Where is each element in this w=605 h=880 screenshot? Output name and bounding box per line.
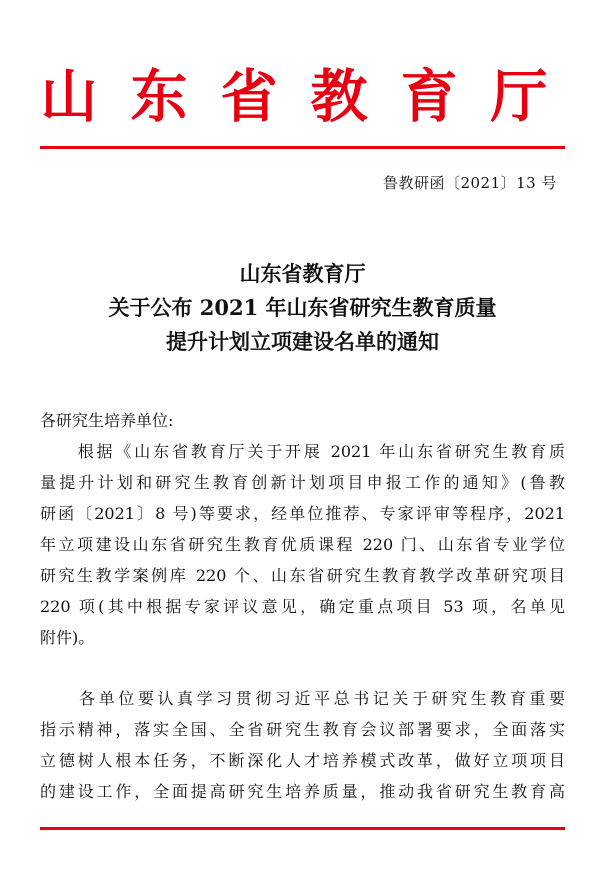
paragraph-line: 研函〔2021〕8 号)等要求，经单位推荐、专家评审等程序，2021 [40, 504, 565, 523]
title-line-2: 关于公布 2021 年山东省研究生教育质量 [108, 295, 497, 320]
paragraph-line: 附件)。 [40, 628, 95, 647]
paragraph-2 [40, 683, 565, 807]
paragraph-line: 年立项建设山东省研究生教育优质课程 220 门、山东省专业学位 [40, 535, 565, 554]
bottom-red-rule [40, 827, 565, 830]
paragraph-line: 研究生教学案例库 220 个、山东省研究生教育教学改革研究项目 [40, 566, 565, 585]
salutation: 各研究生培养单位: [40, 411, 174, 430]
paragraph-line: 根据《山东省教育厅关于开展 2021 年山东省研究生教育质 [40, 442, 565, 461]
paragraph-line: 的建设工作，全面提高研究生培养质量，推动我省研究生教育高 [40, 782, 565, 801]
paragraph-line: 指示精神，落实全国、全省研究生教育会议部署要求，全面落实 [40, 720, 565, 739]
paragraph-1 [40, 436, 565, 653]
document-number: 鲁教研函〔2021〕13 号 [382, 174, 557, 192]
top-red-rule [40, 146, 565, 149]
paragraph-line: 量提升计划和研究生教育创新计划项目申报工作的通知》(鲁教 [40, 473, 565, 492]
notice-title [0, 257, 605, 359]
paragraph-line: 220 项(其中根据专家评议意见，确定重点项目 53 项，名单见 [40, 597, 565, 616]
title-line-3: 提升计划立项建设名单的通知 [166, 329, 439, 354]
title-line-1: 山东省教育厅 [239, 261, 366, 286]
paragraph-line: 立德树人根本任务，不断深化人才培养模式改革，做好立项项目 [40, 751, 565, 770]
paragraph-line: 各单位要认真学习贯彻习近平总书记关于研究生教育重要 [40, 689, 565, 708]
masthead-title: 山东省教育厅 [40, 63, 581, 130]
